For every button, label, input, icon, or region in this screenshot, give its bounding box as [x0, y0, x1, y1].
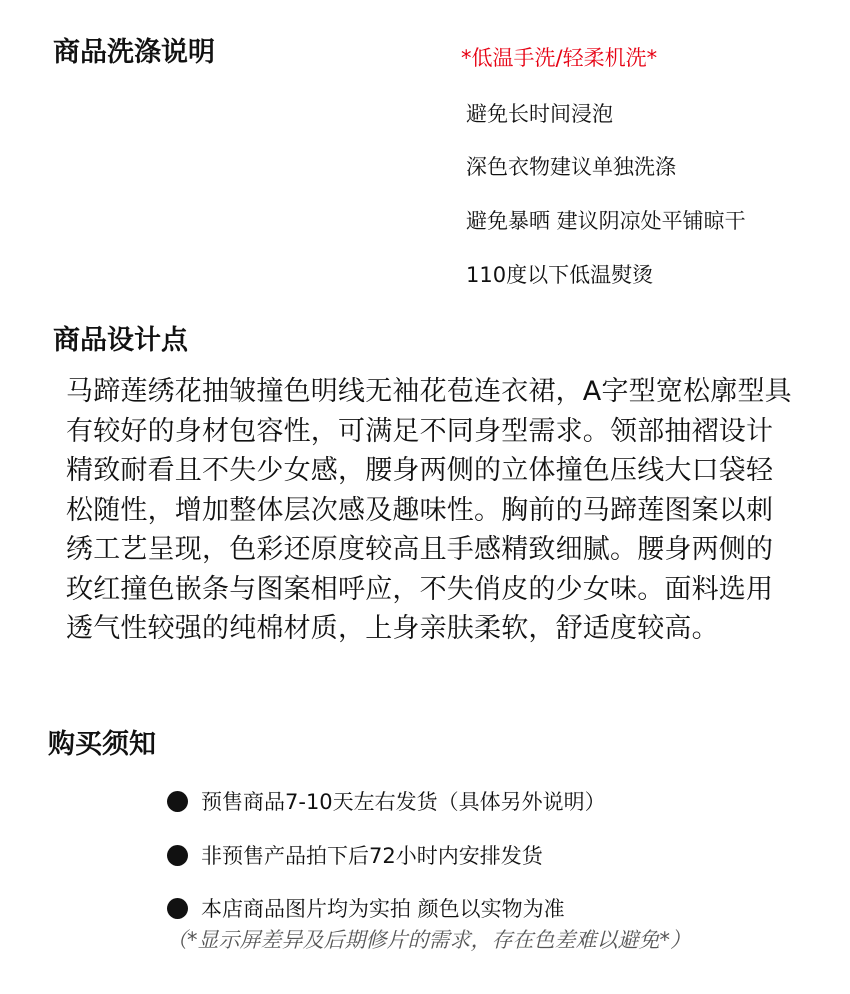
notice-text: 本店商品图片均为实拍 颜色以实物为准: [201, 897, 565, 921]
notice-item: [167, 893, 565, 923]
bullet-icon: [167, 898, 188, 919]
notice-item: [167, 786, 606, 816]
design-title: 商品设计点: [53, 325, 188, 356]
notice-item: [167, 840, 543, 870]
notice-text: 非预售产品拍下后72小时内安排发货: [201, 844, 543, 868]
care-instruction-highlight: *低温手洗/轻柔机洗*: [461, 46, 658, 70]
care-instruction: 深色衣物建议单独洗涤: [466, 155, 676, 179]
washing-title: 商品洗涤说明: [53, 37, 215, 68]
color-difference-footnote: （*显示屏差异及后期修片的需求，存在色差难以避免*）: [166, 928, 691, 952]
notice-text: 预售商品7-10天左右发货（具体另外说明）: [201, 790, 606, 814]
care-instruction: 避免暴晒 建议阴凉处平铺晾干: [466, 209, 746, 233]
care-instruction: 110度以下低温熨烫: [466, 263, 654, 287]
bullet-icon: [167, 791, 188, 812]
care-instruction: 避免长时间浸泡: [466, 102, 613, 126]
design-description: 马蹄莲绣花抽皱撞色明线无袖花苞连衣裙，A字型宽松廓型具有较好的身材包容性，可满足不同身型需求。领部抽褶设计精致耐看且不失少女感，腰身两侧的立体撞色压线大口袋轻松随性，增加整体层次感及趣味性。胸前的马蹄莲图案以刺绣工艺呈现，色彩还原度较高且手感精致细腻。腰身两侧的玫红撞色嵌条与图案相呼应，不失俏皮的少女味。面料选用透气性较强的纯棉材质，上身亲肤柔软，舒适度较高。: [66, 376, 792, 644]
bullet-icon: [167, 845, 188, 866]
purchase-title: 购买须知: [48, 729, 156, 760]
